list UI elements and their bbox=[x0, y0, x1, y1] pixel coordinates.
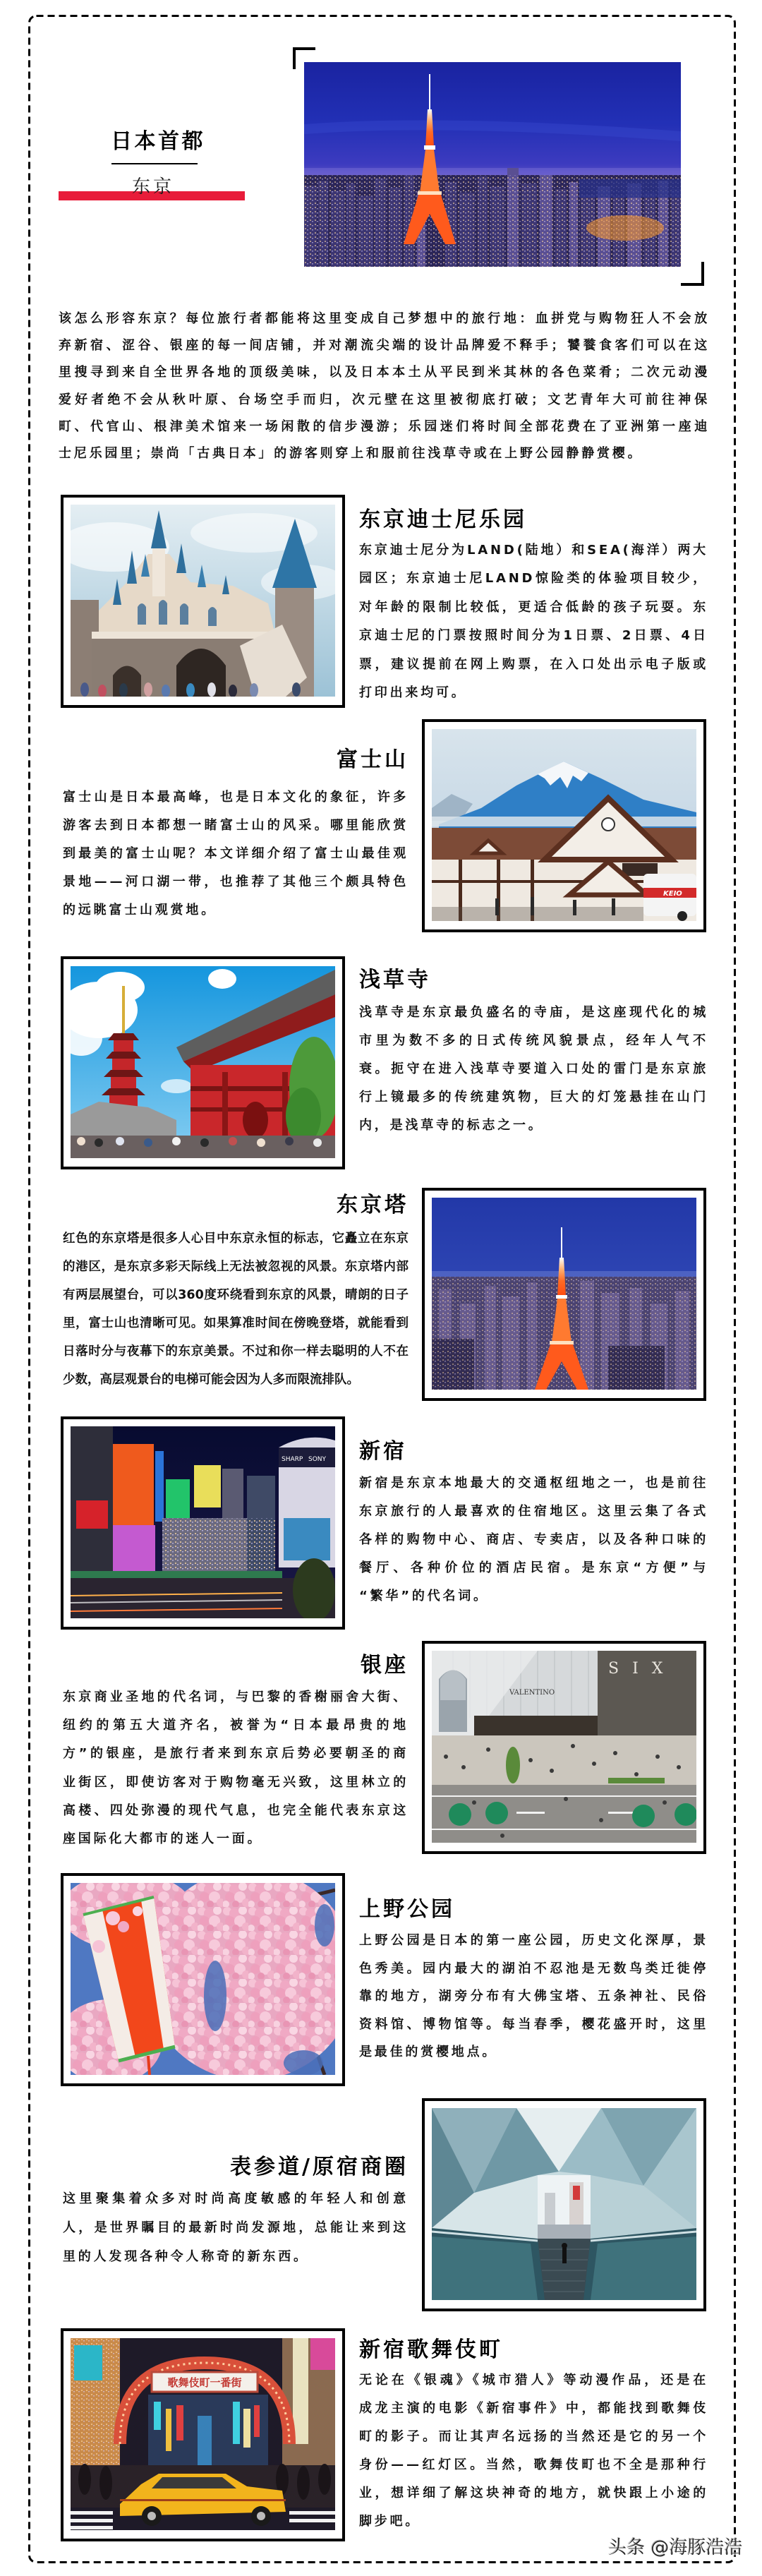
text-line: 座国际化大都市的迷人一面。 bbox=[63, 1831, 263, 1846]
text-line: 成龙主演的电影《新宿事件》中，都能找到歌舞伎 bbox=[359, 2401, 708, 2416]
text-line: 士尼乐园里；崇尚「古典日本」的游客则穿上和服前往浅草寺或在上野公园静静赏樱。 bbox=[59, 445, 643, 461]
tokyo-night-skyline-photo[interactable] bbox=[304, 62, 681, 267]
text-line: 上野公园是日本的第一座公园，历史文化深厚，景 bbox=[359, 1933, 708, 1948]
photo-frame bbox=[61, 2328, 345, 2541]
intro-paragraph bbox=[59, 306, 710, 467]
text-line: 纽约的第五大道齐名，被誉为“日本最昂贵的地 bbox=[63, 1718, 409, 1733]
spot-title: 表参道/原宿商圈 bbox=[230, 2155, 409, 2179]
photo-frame bbox=[61, 1873, 345, 2086]
text-line: 到最美的富士山呢？本文详细介绍了富士山最佳观 bbox=[63, 846, 409, 861]
title-divider bbox=[111, 163, 198, 164]
spot-title: 东京塔 bbox=[337, 1193, 409, 1217]
text-line: 景地——河口湖一带，也推荐了其他三个颇具特色 bbox=[63, 874, 409, 889]
watermark: 头条 @海豚浩浩 bbox=[608, 2537, 743, 2558]
spot-title: 新宿 bbox=[359, 1439, 407, 1464]
sign-text: SONY bbox=[308, 1456, 327, 1463]
sign-text: 歌舞伎町一番街 bbox=[167, 2376, 242, 2389]
hero-title: 日本首都 bbox=[111, 129, 205, 154]
text-line: 东京商业圣地的代名词，与巴黎的香榭丽舍大街、 bbox=[63, 1690, 409, 1704]
spot-title: 东京迪士尼乐园 bbox=[359, 507, 527, 532]
text-line: 町的影子。而让其声名远扬的当然还是它的另一个 bbox=[359, 2429, 708, 2444]
mount-fuji-station-photo[interactable] bbox=[432, 729, 696, 921]
text-line: 京迪士尼的门票按照时间分为1日票、2日票、4日 bbox=[359, 628, 708, 644]
spot-description bbox=[63, 2184, 409, 2271]
sign-text: VALENTINO bbox=[509, 1689, 555, 1697]
text-line: 东京迪士尼分为LAND(陆地）和SEA(海洋）两大 bbox=[359, 543, 708, 558]
tokyo-tower-dusk-photo[interactable] bbox=[432, 1198, 696, 1390]
disney-castle-photo[interactable] bbox=[71, 505, 335, 697]
text-line: 这里聚集着众多对时尚高度敏感的年轻人和创意 bbox=[63, 2191, 409, 2206]
spot-title: 银座 bbox=[361, 1653, 409, 1678]
text-line: “繁华”的代名词。 bbox=[359, 1589, 489, 1603]
text-line: 资料馆、博物馆等。每当春季，樱花盛开时，这里 bbox=[359, 2016, 708, 2032]
photo-frame bbox=[422, 1188, 706, 1401]
text-line: 游客去到日本都想一睹富士山的风采。哪里能欣赏 bbox=[63, 818, 409, 833]
text-line: 身份——红灯区。当然，歌舞伎町也不全是那种行 bbox=[359, 2457, 708, 2472]
sign-text: SHARP bbox=[282, 1456, 303, 1463]
text-line: 各样的购物中心、商店、专卖店，以及各种口味的 bbox=[359, 1532, 708, 1547]
photo-frame bbox=[422, 1641, 706, 1854]
omotesando-mirror-escalator-photo[interactable] bbox=[432, 2108, 696, 2300]
text-line: 对年龄的限制比较低，更适合低龄的孩子玩耍。东 bbox=[359, 599, 708, 615]
text-line: 脚步吧。 bbox=[359, 2514, 421, 2529]
spot-description bbox=[63, 783, 409, 925]
text-line: 该怎么形容东京？每位旅行者都能将这里变成自己梦想中的旅行地：血拼党与购物狂人不会放 bbox=[59, 311, 710, 326]
text-line: 町、代官山、根津美术馆来一场闲散的信步漫游；乐园迷们将时间全部花费在了亚洲第一座迪 bbox=[59, 419, 710, 434]
bus-logo-text: KEIO bbox=[663, 890, 682, 898]
text-line: 衰。扼守在进入浅草寺要道入口处的雷门是东京旅 bbox=[359, 1061, 708, 1076]
text-line: 少数，高层观景台的电梯可能会因为人多而限流排队。 bbox=[63, 1373, 359, 1387]
text-line: 方”的银座，是旅行者来到东京后势必要朝圣的商 bbox=[63, 1746, 409, 1762]
text-line: 是最佳的赏樱地点。 bbox=[359, 2045, 498, 2060]
photo-frame bbox=[422, 719, 706, 932]
spot-description bbox=[359, 999, 708, 1140]
spot-description bbox=[359, 536, 708, 707]
text-line: 业街区，即使访客对于购物毫无兴致，这里林立的 bbox=[63, 1774, 409, 1790]
kabukicho-street-photo[interactable] bbox=[71, 2338, 335, 2530]
spot-title: 上野公园 bbox=[359, 1897, 455, 1922]
photo-frame bbox=[61, 956, 345, 1169]
text-line: 市里为数不多的日式传统风貌景点，经年人气不 bbox=[359, 1033, 708, 1048]
text-line: 人，是世界瞩目的最新时尚发源地，总能让来到这 bbox=[63, 2220, 409, 2235]
photo-frame bbox=[61, 1416, 345, 1630]
ueno-cherry-blossom-photo[interactable] bbox=[71, 1883, 335, 2075]
text-line: 业，想详细了解这块神奇的地方，就快跟上小途的 bbox=[359, 2486, 708, 2500]
text-line: 行上镜最多的传统建筑物，巨大的灯笼悬挂在山门 bbox=[359, 1090, 708, 1105]
ginza-street-photo[interactable] bbox=[432, 1651, 696, 1843]
text-line: 富士山是日本最高峰，也是日本文化的象征，许多 bbox=[63, 790, 409, 805]
text-line: 里的人发现各种令人称奇的新东西。 bbox=[63, 2249, 309, 2264]
photo-frame bbox=[422, 2098, 706, 2311]
text-line: 色秀美。园内最大的湖泊不忍池是无数鸟类迁徙停 bbox=[359, 1961, 708, 1976]
spot-title: 浅草寺 bbox=[359, 968, 431, 992]
text-line: 内，是浅草寺的标志之一。 bbox=[359, 1118, 544, 1133]
text-line: 弃新宿、涩谷、银座的每一间店铺，并对潮流尖端的设计品牌爱不释手；饕餮食客们可以在这 bbox=[59, 338, 710, 354]
spot-title: 富士山 bbox=[337, 747, 409, 772]
text-line: 爱好者绝不会从秋叶原、台场空手而归，次元壁在这里被彻底打破；文艺青年大可前往神保 bbox=[59, 392, 710, 407]
text-line: 打印出来均可。 bbox=[359, 685, 467, 700]
text-line: 新宿是东京本地最大的交通枢纽地之一，也是前往 bbox=[359, 1476, 708, 1491]
hero-subtitle: 东京 bbox=[132, 176, 175, 198]
text-line: 红色的东京塔是很多人心目中东京永恒的标志，它矗立在东京 bbox=[63, 1232, 409, 1246]
text-line: 的远眺富士山观赏地。 bbox=[63, 903, 217, 917]
text-line: 餐厅、各种价位的酒店民宿。是东京“方便”与 bbox=[359, 1560, 708, 1575]
text-line: 园区；东京迪士尼LAND惊险类的体验项目较少， bbox=[359, 571, 708, 586]
text-line: 的港区，是东京多彩天际线上无法被忽视的风景。东京塔内部 bbox=[63, 1260, 409, 1274]
sensoji-temple-photo[interactable] bbox=[71, 966, 335, 1158]
text-line: 日落时分与夜幕下的东京美景。不过和你一样去聪明的人不在 bbox=[63, 1344, 409, 1359]
spot-description bbox=[63, 1224, 409, 1394]
shinjuku-neon-photo[interactable] bbox=[71, 1426, 335, 1618]
text-line: 浅草寺是东京最负盛名的寺庙，是这座现代化的城 bbox=[359, 1005, 708, 1020]
spot-title: 新宿歌舞伎町 bbox=[359, 2337, 503, 2362]
text-line: 东京旅行的人最喜欢的住宿地区。这里云集了各式 bbox=[359, 1504, 708, 1519]
photo-frame bbox=[61, 495, 345, 708]
text-line: 票，建议提前在网上购票，在入口处出示电子版或 bbox=[359, 656, 708, 672]
sign-text: S I X bbox=[608, 1660, 667, 1678]
spot-description bbox=[359, 1469, 708, 1611]
spot-description bbox=[359, 2366, 708, 2536]
corner-bracket-bottom-right bbox=[681, 262, 704, 286]
text-line: 里，富士山也清晰可见。如果算准时间在傍晚登塔，就能看到 bbox=[63, 1316, 409, 1330]
text-line: 有两层展望台，可以360度环绕看到东京的风景，晴朗的日子 bbox=[63, 1288, 409, 1302]
text-line: 里搜寻到来自全世界各地的顶级美味，以及日本本土从平民到米其林的各色菜肴；二次元动漫 bbox=[59, 365, 710, 380]
text-line: 无论在《银魂》《城市猎人》等动漫作品，还是在 bbox=[359, 2373, 708, 2388]
text-line: 高楼、四处弥漫的现代气息，也完全能代表东京这 bbox=[63, 1802, 409, 1818]
spot-description bbox=[359, 1927, 708, 2066]
spot-description bbox=[63, 1683, 409, 1853]
text-line: 靠的地方，湖旁分布有大佛宝塔、五条神社、民俗 bbox=[359, 1989, 708, 2004]
